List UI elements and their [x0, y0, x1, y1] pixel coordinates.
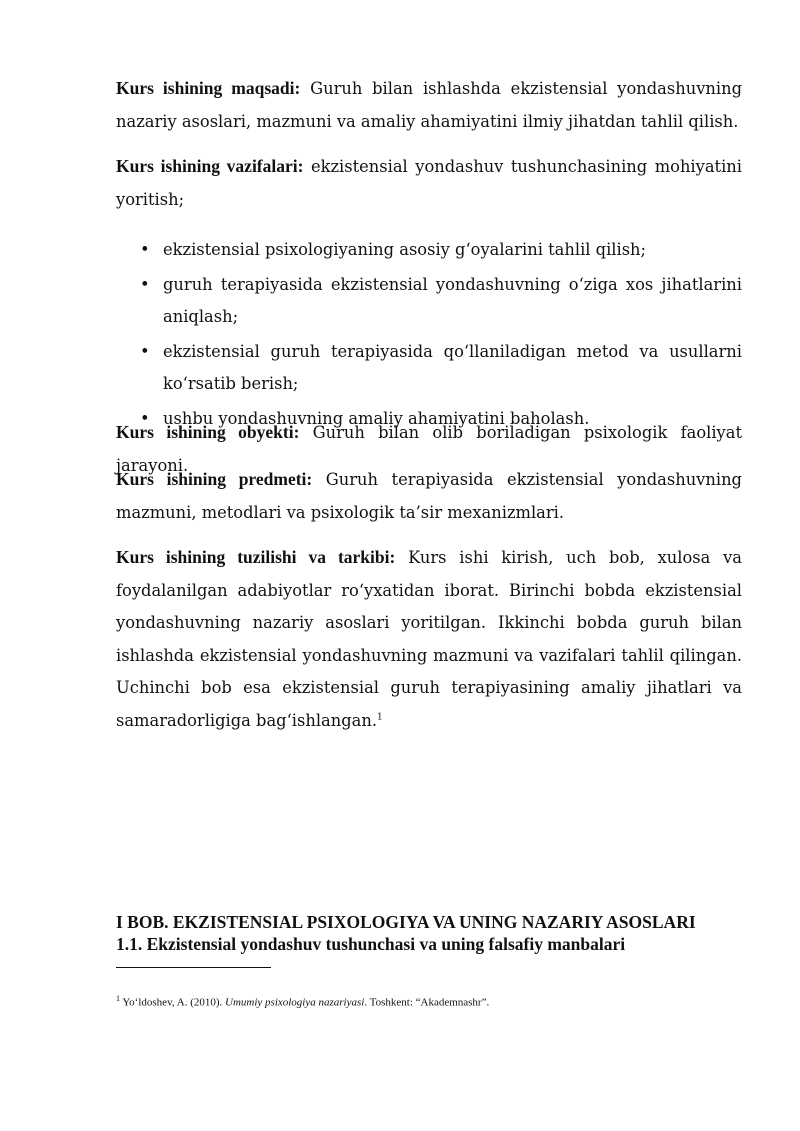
tasks-label: Kurs ishining vazifalari: [116, 156, 304, 176]
bullet-icon: • [140, 341, 150, 361]
footnote [116, 994, 756, 1009]
structure-label: Kurs ishining tuzilishi va tarkibi: [116, 547, 396, 567]
list-item [116, 269, 742, 334]
footnote-separator [116, 967, 271, 968]
structure-paragraph [116, 541, 742, 737]
list-item [116, 336, 742, 401]
footnote-reference[interactable]: 1 [377, 712, 383, 723]
goal-label: Kurs ishining maqsadi: [116, 78, 301, 98]
subject-paragraph [116, 463, 742, 529]
goal-paragraph [116, 72, 742, 138]
tasks-paragraph [116, 150, 742, 216]
footnote-book-title: Umumiy psixologiya nazariyasi [225, 996, 365, 1009]
list-item-text: ushbu yondashuvning amaliy ahamiyatini baholash. [163, 408, 590, 428]
object-label: Kurs ishining obyekti: [116, 422, 300, 442]
section-title: 1.1. Ekzistensial yondashuv tushunchasi va uning falsafiy manbalari [116, 934, 626, 954]
bullet-icon: • [140, 408, 150, 428]
goal-text: Guruh bilan ishlashda ekzistensial yondashuvning nazariy asoslari, mazmuni va amaliy ahamiyatini ilmiy jihatdan tahlil qilish. [116, 79, 742, 131]
list-item-text: ekzistensial psixologiyaning asosiy g‘oyalarini tahlil qilish; [163, 240, 647, 259]
footnote-author: Yo‘ldoshev, A. (2010). [120, 996, 226, 1009]
bullet-icon: • [140, 240, 150, 259]
tasks-text: ekzistensial yondashuv tushunchasining mohiyatini yoritish; [116, 157, 742, 209]
footnote-publisher: . Toshkent: “Akademnashr”. [364, 996, 490, 1009]
footnote-mark: 1 [116, 994, 120, 1003]
structure-text: Kurs ishi kirish, uch bob, xulosa va foydalanilgan adabiyotlar ro‘yxatidan iborat. Birinchi bobda ekzistensial yondashuvning nazariy asoslari yoritilgan. Ikkinchi bobda guruh bilan ishlashda ekzistensial yondashuvning mazmuni va vazifalari tahlil qilingan. Uchinchi bob esa ekzistensial guruh terapiyasining amaliy jihatlari va samaradorligiga bag‘ishlangan. [116, 548, 742, 730]
list-item-text: ekzistensial guruh terapiyasida qo‘llaniladigan metod va usullarni ko‘rsatib berish; [163, 341, 742, 393]
list-item [116, 234, 742, 267]
list-item-text: guruh terapiyasida ekzistensial yondashuvning o‘ziga xos jihatlarini aniqlash; [163, 274, 742, 326]
tasks-list [116, 234, 742, 437]
chapter-title: I BOB. EKZISTENSIAL PSIXOLOGIYA VA UNING NAZARIY ASOSLARI [116, 912, 696, 932]
subject-label: Kurs ishining predmeti: [116, 469, 313, 489]
bullet-icon: • [140, 274, 150, 294]
subject-text: Guruh terapiyasida ekzistensial yondashuvning mazmuni, metodlari va psixologik ta’sir mexanizmlari. [116, 470, 742, 522]
object-text: Guruh bilan olib boriladigan psixologik faoliyat jarayoni. [116, 423, 742, 475]
